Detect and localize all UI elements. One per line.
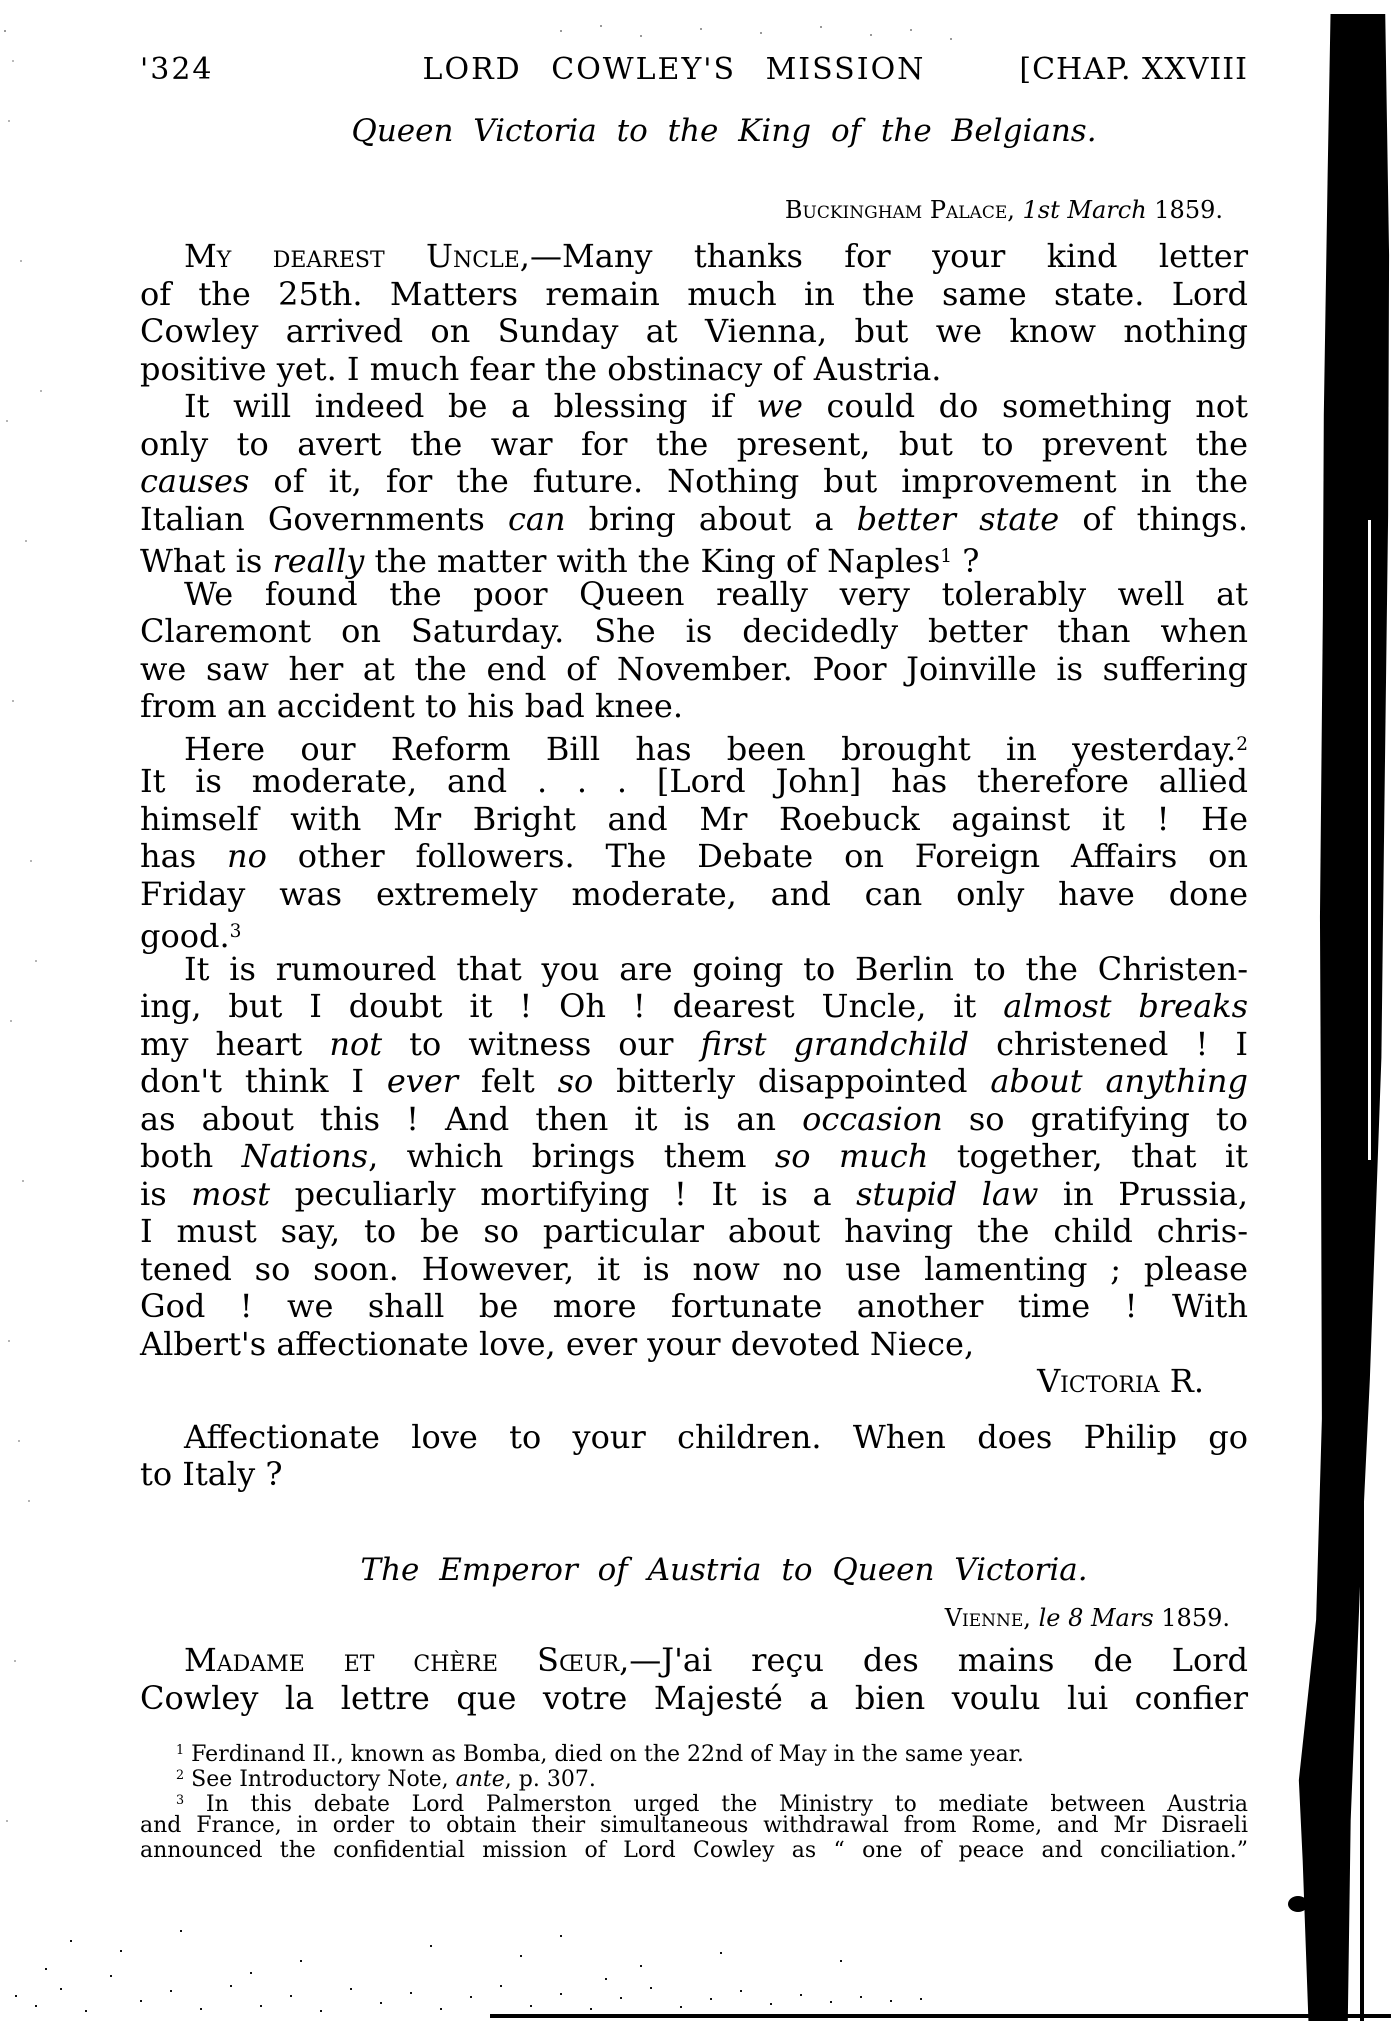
- text-segment: occasion: [802, 1099, 943, 1138]
- text-segment: Cowley la lettre que votre Majesté a bien voulu lui confier: [140, 1678, 1248, 1717]
- scan-ink-blob: [1288, 1896, 1308, 1912]
- text-segment: It is moderate, and . . . [Lord John] has therefore allied: [140, 762, 1248, 800]
- text-segment: other followers. The Debate on Foreign Affairs on: [266, 837, 1249, 875]
- text-segment: I must say, to be so particular about having the child chris-: [140, 1212, 1248, 1250]
- text-segment: to Italy ?: [140, 1455, 283, 1493]
- text-segment: better state: [856, 499, 1060, 538]
- chapter-label: [CHAP. XXVIII: [1019, 52, 1248, 87]
- text-line: [140, 763, 1248, 801]
- text-line: [140, 463, 1248, 501]
- text-segment: 1859.: [1146, 196, 1223, 224]
- text-line: [140, 1063, 1248, 1101]
- page-number: '324: [140, 52, 214, 87]
- paragraph: [140, 1788, 1248, 1863]
- text-line: [140, 1838, 1248, 1863]
- text-segment: bring about a: [565, 499, 857, 538]
- text-segment: has: [140, 837, 227, 875]
- text-line: [140, 1138, 1248, 1176]
- text-line: [140, 913, 1248, 956]
- text-segment: bitterly disappointed: [593, 1062, 991, 1100]
- text-line: [140, 1288, 1248, 1326]
- text-segment: about anything: [990, 1062, 1249, 1100]
- letter1-body: [140, 238, 1248, 1494]
- letter2-body: [140, 1642, 1248, 1717]
- text-segment: 3: [176, 1793, 185, 1808]
- text-segment: good.: [140, 917, 230, 956]
- letter2-heading: The Emperor of Austria to Queen Victoria.: [360, 1552, 1088, 1588]
- text-line: [140, 1326, 1248, 1364]
- text-segment: We found the poor Queen really very tolerably well at: [184, 574, 1248, 613]
- text-segment: ,—J'ai reçu des mains de Lord: [619, 1641, 1248, 1679]
- text-segment: so: [557, 1062, 594, 1100]
- text-segment: peculiarly mortifying ! It is a: [270, 1174, 857, 1213]
- text-segment: Nations: [241, 1137, 369, 1175]
- text-line: [140, 426, 1248, 464]
- text-segment: What is: [140, 542, 273, 581]
- text-line: [140, 313, 1248, 351]
- text-segment: 3: [229, 921, 242, 942]
- text-segment: ,—Many thanks for your kind letter: [519, 237, 1249, 275]
- text-line: [140, 1788, 1248, 1818]
- text-segment: 1: [940, 546, 953, 567]
- text-segment: In this debate Lord Palmerston urged the Ministry to mediate between Austria: [184, 1792, 1248, 1818]
- text-line: [140, 1176, 1248, 1214]
- text-segment: 1: [176, 1743, 185, 1758]
- text-segment: almost breaks: [1003, 987, 1249, 1025]
- text-segment: first grandchild: [700, 1024, 969, 1063]
- letter1-signature: [140, 1363, 1248, 1401]
- text-line: [140, 1419, 1248, 1457]
- scan-gutter-thin-line: [1360, 1280, 1364, 2021]
- text-segment: most: [191, 1174, 271, 1213]
- text-segment: Italian Governments: [140, 499, 508, 538]
- text-segment: [1031, 1604, 1039, 1632]
- text-segment: Victoria R.: [1037, 1362, 1204, 1400]
- text-segment: we: [756, 387, 803, 425]
- text-segment: and France, in order to obtain their simultaneous withdrawal from Rome, and Mr Disraeli: [140, 1813, 1248, 1838]
- text-line: [140, 1738, 1248, 1768]
- text-segment: so much: [774, 1137, 929, 1175]
- text-line: [140, 576, 1248, 614]
- text-segment: Affectionate love to your children. When does Philip go: [184, 1417, 1248, 1456]
- text-segment: of things.: [1059, 499, 1249, 538]
- letter1-dateline: [140, 196, 1248, 224]
- text-segment: It will indeed be a blessing if: [184, 387, 757, 425]
- text-line: [140, 1456, 1248, 1494]
- text-line: [140, 1813, 1248, 1838]
- text-segment: causes: [140, 462, 250, 500]
- text-line: [140, 1026, 1248, 1064]
- text-segment: Madame et chère Sœur: [184, 1641, 620, 1679]
- text-segment: so gratifying to: [942, 1099, 1249, 1138]
- text-segment: in Prussia,: [1038, 1174, 1249, 1213]
- text-line: [140, 501, 1248, 539]
- text-segment: , p. 307.: [504, 1767, 596, 1793]
- paragraph: [140, 951, 1248, 1364]
- text-segment: really: [272, 542, 365, 581]
- text-segment: of it, for the future. Nothing but improvement in the: [249, 462, 1248, 500]
- text-segment: as about this ! And then it is an: [140, 1099, 803, 1138]
- text-line: [140, 688, 1248, 726]
- text-segment: himself with Mr Bright and Mr Roebuck against it ! He: [140, 799, 1248, 838]
- scan-speckles-top: [0, 0, 2, 2]
- text-segment: from an accident to his bad knee.: [140, 687, 683, 725]
- paragraph: [140, 726, 1249, 956]
- text-segment: positive yet. I much fear the obstinacy of Austria.: [140, 349, 942, 388]
- scan-gutter-crack: [1368, 520, 1371, 1160]
- text-line: [140, 726, 1248, 768]
- paragraph: [140, 238, 1248, 388]
- text-segment: ?: [952, 542, 980, 581]
- text-line: [140, 538, 1248, 581]
- text-segment: [1015, 196, 1023, 224]
- text-line: [140, 876, 1248, 914]
- paragraph: [140, 1642, 1248, 1717]
- paragraph: [140, 576, 1248, 726]
- text-segment: , which brings them: [368, 1137, 775, 1175]
- running-title: LORD COWLEY'S MISSION: [422, 52, 926, 87]
- text-line: [140, 1680, 1248, 1718]
- text-segment: ing, but I doubt it ! Oh ! dearest Uncle, it: [140, 987, 1004, 1025]
- text-segment: le 8 Mars: [1038, 1604, 1154, 1632]
- text-segment: can: [507, 499, 566, 538]
- text-segment: 1st March: [1022, 196, 1147, 224]
- text-line: [140, 951, 1248, 989]
- text-segment: together, that it: [928, 1137, 1248, 1175]
- text-line: [140, 1251, 1248, 1289]
- text-segment: Friday was extremely moderate, and can only have done: [140, 874, 1248, 913]
- text-line: [140, 801, 1248, 839]
- text-segment: ante: [455, 1767, 505, 1793]
- text-line: [140, 1213, 1248, 1251]
- text-segment: only to avert the war for the present, but to prevent the: [140, 424, 1248, 463]
- text-segment: ever: [386, 1062, 459, 1100]
- letter2-dateline: [140, 1604, 1248, 1632]
- text-segment: 2: [176, 1768, 185, 1783]
- letter1-paragraphs: [140, 238, 1248, 1363]
- paragraph: [140, 1738, 1248, 1768]
- text-segment: could do something not: [802, 387, 1249, 425]
- text-segment: we saw her at the end of November. Poor Joinville is suffering: [140, 649, 1248, 688]
- text-line: [140, 1101, 1248, 1139]
- letter1-heading: Queen Victoria to the King of the Belgians.: [351, 113, 1097, 149]
- text-segment: felt: [458, 1062, 558, 1100]
- text-segment: not: [329, 1024, 383, 1063]
- text-segment: both: [140, 1137, 242, 1175]
- text-segment: See Introductory Note,: [184, 1767, 456, 1793]
- text-segment: to witness our: [382, 1024, 701, 1063]
- text-line: [140, 1642, 1248, 1680]
- footnotes: [140, 1738, 1248, 1863]
- text-line: [140, 238, 1248, 276]
- text-segment: tened so soon. However, it is now no use lamenting ; please: [140, 1249, 1248, 1288]
- text-segment: It is rumoured that you are going to Berlin to the Christen-: [184, 949, 1248, 988]
- text-line: [140, 388, 1248, 426]
- paragraph: [140, 387, 1249, 581]
- text-segment: 2: [1236, 733, 1248, 755]
- text-segment: is: [140, 1174, 192, 1213]
- text-segment: of the 25th. Matters remain much in the same state. Lord: [140, 274, 1248, 313]
- text-segment: Albert's affectionate love, ever your devoted Niece,: [140, 1324, 975, 1363]
- letter1-postscript: [140, 1419, 1248, 1494]
- text-segment: Buckingham Palace,: [784, 196, 1015, 224]
- text-line: [140, 988, 1248, 1026]
- text-segment: Vienne,: [944, 1604, 1031, 1632]
- text-segment: christened ! I: [969, 1024, 1249, 1063]
- scan-gutter-shadow: [1295, 14, 1391, 2021]
- text-segment: no: [226, 837, 267, 875]
- text-segment: Here our Reform Bill has been brought in yesterday.: [184, 729, 1237, 768]
- text-line: [140, 651, 1248, 689]
- text-segment: God ! we shall be more fortunate another time ! With: [140, 1287, 1248, 1325]
- text-segment: Ferdinand II., known as Bomba, died on the 22nd of May in the same year.: [184, 1742, 1024, 1768]
- running-header: [140, 52, 1248, 87]
- text-segment: announced the confidential mission of Lord Cowley as “ one of peace and conciliation.”: [140, 1838, 1248, 1863]
- scan-bottom-edge-line: [490, 2014, 1391, 2018]
- text-line: [140, 351, 1248, 389]
- text-segment: Cowley arrived on Sunday at Vienna, but we know nothing: [140, 312, 1248, 350]
- text-segment: My dearest Uncle: [184, 237, 520, 275]
- text-segment: my heart: [140, 1024, 330, 1063]
- text-segment: stupid law: [856, 1174, 1039, 1213]
- text-line: [140, 613, 1248, 651]
- text-line: [140, 276, 1248, 314]
- paragraph: [140, 1419, 1248, 1494]
- text-segment: Claremont on Saturday. She is decidedly better than when: [140, 612, 1248, 650]
- text-segment: 1859.: [1153, 1604, 1230, 1632]
- text-segment: don't think I: [140, 1062, 387, 1100]
- text-segment: the matter with the King of Naples: [364, 542, 941, 581]
- text-line: [140, 838, 1248, 876]
